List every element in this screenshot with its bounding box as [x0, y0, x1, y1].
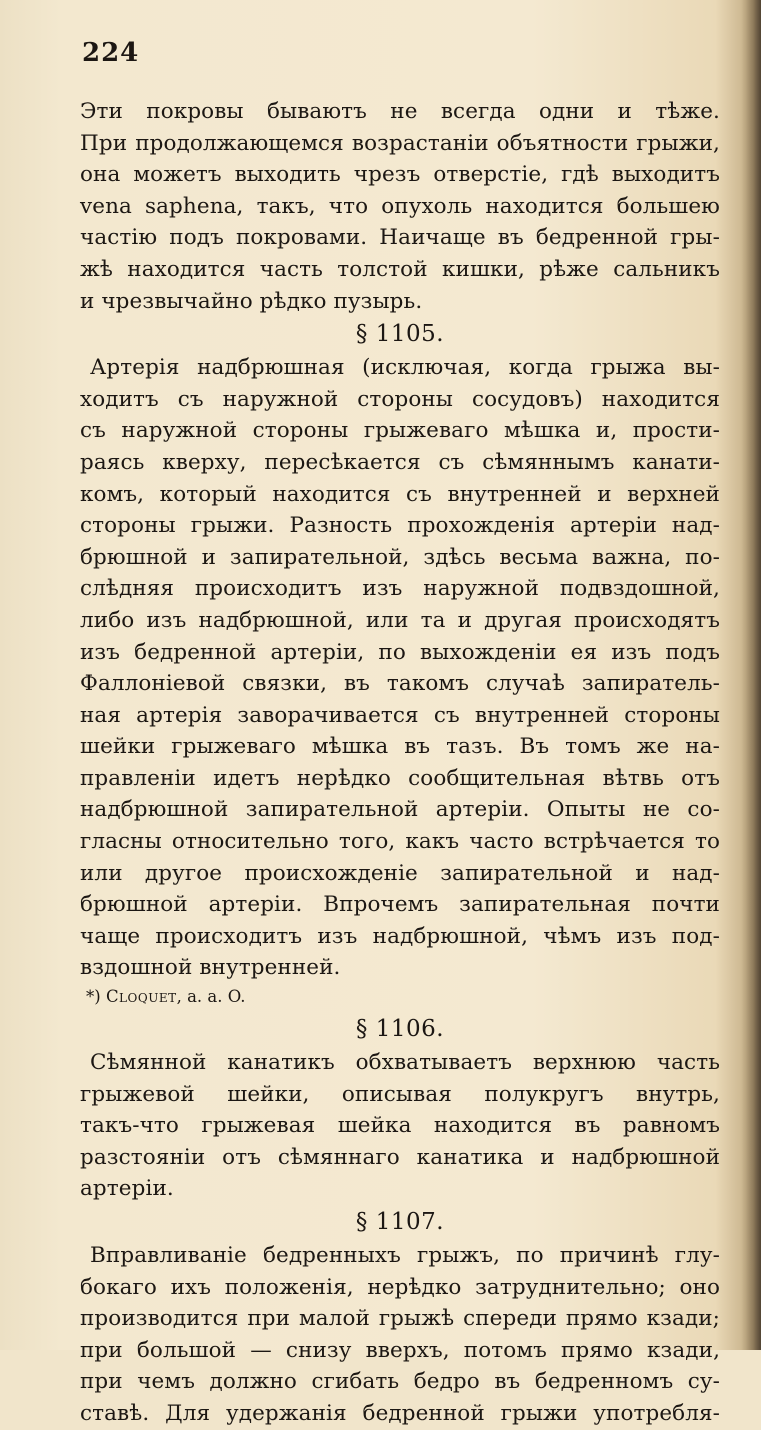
text-line: слѣдняя происходитъ изъ наружной подвздошной, [80, 576, 720, 602]
text-line: частію подъ покровами. Наичаще въ бедренной гры- [80, 225, 720, 251]
text-line: ставѣ. Для удержанія бедренной грыжи употребля- [80, 1400, 720, 1426]
text-line: Фаллоніевой связки, въ такомъ случаѣ запиратель- [80, 671, 720, 697]
section-heading: § 1107. [355, 1209, 445, 1235]
section-heading: § 1106. [355, 1016, 445, 1043]
footnote-reference: , a. a. O. [176, 987, 246, 1007]
footnote-marker: *) [86, 987, 101, 1007]
text-line: производится при малой грыжѣ спереди прямо кзади; [80, 1306, 720, 1332]
text-line: при чемъ должно сгибать бедро въ бедренномъ су- [80, 1369, 720, 1395]
footnote-author: Cloquet [105, 987, 177, 1007]
text-line: артеріи. [80, 1176, 174, 1202]
text-line: раясь кверху, пересѣкается съ сѣмяннымъ канати- [80, 449, 720, 475]
text-line: брюшной артеріи. Впрочемъ запирательная почти [80, 892, 720, 918]
text-line: она можетъ выходить чрезъ отверстіе, гдѣ выходитъ [80, 162, 720, 188]
page-number: 224 [82, 38, 140, 68]
text-line: Вправливаніе бедренныхъ грыжъ, по причинѣ глу- [90, 1243, 720, 1268]
text-line: брюшной и запирательной, здѣсь весьма важна, по- [80, 544, 720, 570]
text-line: либо изъ надбрюшной, или та и другая происходятъ [80, 607, 720, 633]
footnote [80, 984, 720, 1012]
section-1105 [80, 317, 720, 1012]
text-line: чаще происходитъ изъ надбрюшной, чѣмъ изъ под- [80, 923, 720, 949]
section-1106 [80, 1012, 720, 1205]
text-line: грыжевой шейки, описывая полукругъ внутрь, [80, 1081, 720, 1107]
text-line: правленіи идетъ нерѣдко сообщительная вѣтвь отъ [80, 765, 720, 791]
text-line: Эти покровы бываютъ не всегда одни и тѣже. [80, 99, 720, 124]
text-line: Сѣмянной канатикъ обхватываетъ верхнюю часть [90, 1050, 720, 1076]
text-line: жѣ находится часть толстой кишки, рѣже сальникъ [80, 256, 720, 282]
section-heading: § 1105. [355, 321, 445, 348]
text-line: съ наружной стороны грыжеваго мѣшка и, прости- [80, 418, 720, 444]
text-line: бокаго ихъ положенія, нерѣдко затруднительно; оно [80, 1274, 720, 1300]
text-line: вздошной внутренней. [80, 955, 341, 981]
text-line: и чрезвычайно рѣдко пузырь. [80, 288, 423, 314]
text-line: Артерія надбрюшная (исключая, когда грыжа вы- [90, 355, 720, 381]
text-line: такъ-что грыжевая шейка находится въ равномъ [80, 1113, 720, 1139]
page-spine-shadow [741, 0, 761, 1350]
text-line: При продолжающемся возрастаніи объятности грыжи, [80, 130, 720, 156]
text-line: vena saphena, такъ, что опухоль находится большею [80, 193, 720, 219]
section-1107 [80, 1205, 720, 1430]
body-text [80, 96, 720, 1430]
text-line: изъ бедренной артеріи, по выхожденіи ея изъ подъ [80, 639, 720, 665]
text-line: комъ, который находится съ внутренней и верхней [80, 481, 720, 507]
text-line: гласны относительно того, какъ часто встрѣчается то [80, 829, 720, 855]
text-line: при большой — снизу вверхъ, потомъ прямо кзади, [80, 1337, 720, 1363]
paragraph-intro [80, 96, 720, 317]
text-line: разстояніи отъ сѣмяннаго канатика и надбрюшной [80, 1144, 720, 1170]
text-line: или другое происхожденіе запирательной и над- [80, 860, 720, 886]
text-line: надбрюшной запирательной артеріи. Опыты не со- [80, 797, 720, 823]
text-line: ходитъ съ наружной стороны сосудовъ) находится [80, 386, 720, 412]
text-line: ная артерія заворачивается съ внутренней стороны [80, 702, 720, 728]
text-line: шейки грыжеваго мѣшка въ тазъ. Въ томъ же на- [80, 734, 720, 760]
text-line: стороны грыжи. Разность прохожденія артеріи над- [80, 513, 720, 539]
